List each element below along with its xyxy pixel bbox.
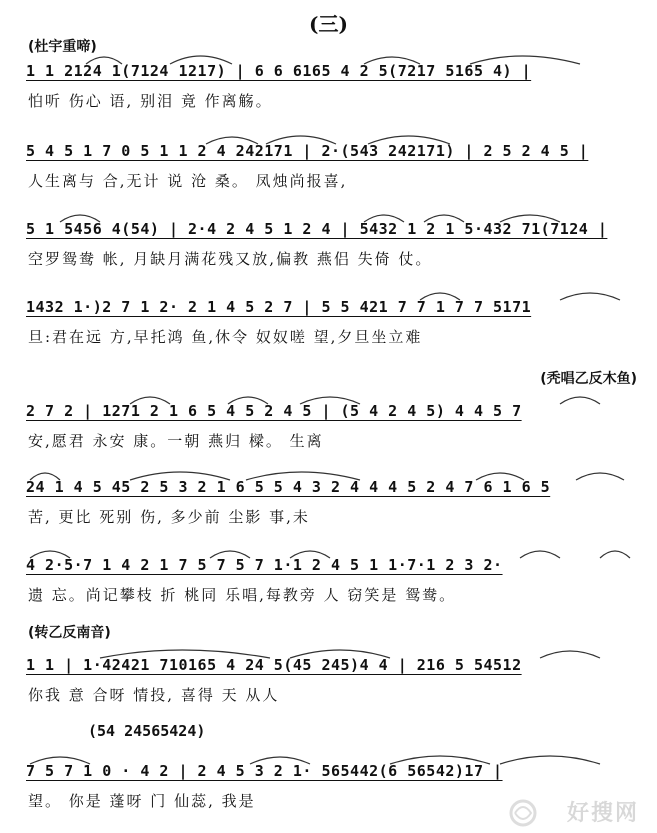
lyrics-line-7: 遗 忘。尚记攀枝 折 桃同 乐唱,每教旁 人 窃笑是 鸳鸯。 [28, 586, 457, 604]
watermark-text: 好搜网 [566, 801, 639, 826]
annotation-dujuan: (杜宇重啼) [28, 39, 97, 55]
jianpu-notes-7: 4 2·5·7 1 4 2 1 7 5 7 5 7 1·1 2 4 5 1 1·7·1 2 3 2· [26, 556, 503, 574]
section-title: (三) [309, 12, 348, 36]
lyrics-line-1: 怕听 伤心 语, 别泪 竟 作离觞。 [28, 92, 273, 110]
jianpu-notes-9: 7 5 7 1 0 · 4 2 | 2 4 5 3 2 1· 565442(6 56542)17 | [26, 762, 503, 780]
lyrics-line-2: 人生离与 合,无计 说 沧 桑。 凤烛尚报喜, [28, 172, 348, 190]
jianpu-notes-6: 24 1 4 5 45 2 5 3 2 1 6 5 5 4 3 2 4 4 4 5 2 4 7 6 1 6 5 [26, 478, 551, 496]
jianpu-notes-5: 2 7 2 | 1271 2 1 6 5 4 5 2 4 5 | (5 4 2 4 5) 4 4 5 7 [26, 402, 522, 420]
jianpu-notes-1: 1 1 2124 1(7124 1217) | 6 6 6165 4 2 5(7217 5165 4) | [26, 62, 532, 80]
annotation-muyu: (秃唱乙反木鱼) [540, 371, 637, 387]
lyrics-line-6: 苦, 更比 死别 伤, 多少前 尘影 事,未 [28, 508, 310, 526]
lyrics-line-8: 你我 意 合呀 情投, 喜得 天 从人 [28, 686, 280, 704]
jianpu-notes-4: 1432 1·)2 7 1 2· 2 1 4 5 2 7 | 5 5 421 7 7 1 7 7 5171 [26, 298, 532, 316]
jianpu-notes-3: 5 1 5456 4(54) | 2·4 2 4 5 1 2 4 | 5432 1 2 1 5·432 71(7124 | [26, 220, 608, 238]
lyrics-line-3: 空罗鸳鸯 帐, 月缺月满花残又放,偏教 燕侣 失倚 仗。 [28, 250, 433, 268]
lyrics-line-5: 安,愿君 永安 康。一朝 燕归 樑。 生离 [28, 432, 324, 450]
watermark-swirl-icon [507, 797, 539, 829]
lyrics-line-4: 旦:君在远 方,早托鸿 鱼,休令 奴奴嗟 望,夕旦坐立难 [28, 328, 423, 346]
jianpu-notes-2: 5 4 5 1 7 0 5 1 1 2 4 242171 | 2·(543 242171) | 2 5 2 4 5 | [26, 142, 589, 160]
lyrics-line-9: 望。 你是 蓬呀 门 仙蕊, 我是 [28, 792, 256, 810]
jianpu-notes-8: 1 1 | 1·42421 710165 4 24 5(45 245)4 4 | 216 5 54512 [26, 656, 522, 674]
annotation-nanyin: (转乙反南音) [28, 625, 111, 641]
interlude-notes: (54 24565424) [88, 722, 206, 740]
